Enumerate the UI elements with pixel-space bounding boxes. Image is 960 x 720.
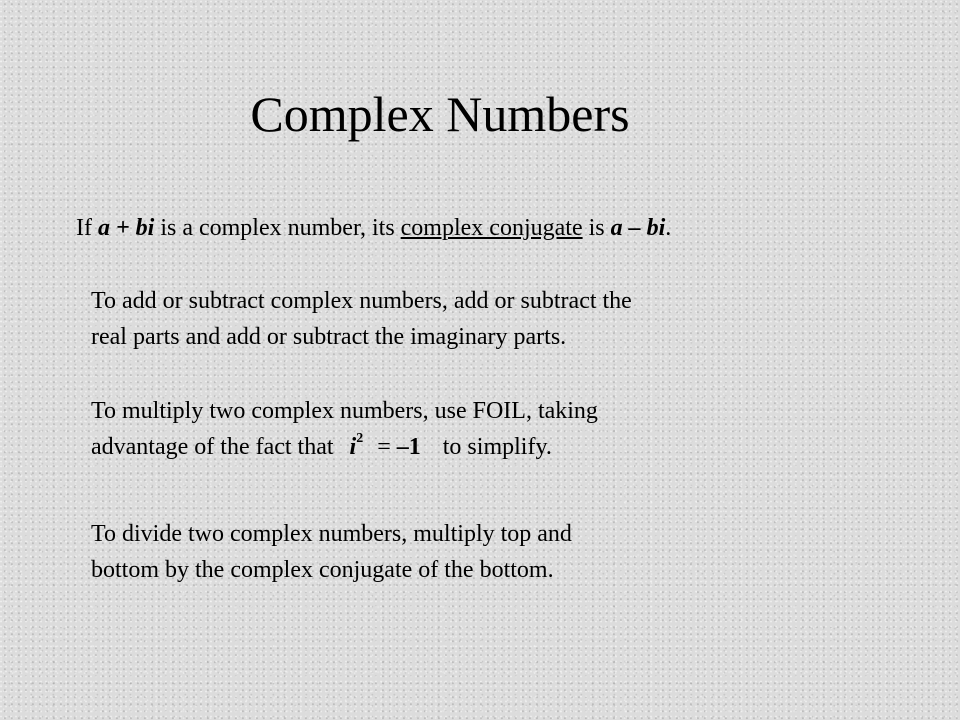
divide-line-1: To divide two complex numbers, multiply top and <box>91 521 572 547</box>
multiply-line-2 <box>91 429 598 465</box>
add-subtract-paragraph <box>91 283 632 355</box>
complex-conjugate-term: complex conjugate <box>400 215 583 241</box>
equation-relation: = <box>377 434 391 460</box>
slide-title: Complex Numbers <box>250 86 630 142</box>
divide-line-2: bottom by the complex conjugate of the bottom. <box>91 557 554 583</box>
multiply-line-2-before: advantage of the fact that <box>91 434 334 460</box>
expression-a-plus-bi: a + bi <box>97 215 155 241</box>
multiply-line-2-after: to simplify. <box>442 434 552 460</box>
equation-exponent: 2 <box>356 431 364 446</box>
multiply-paragraph <box>91 393 598 465</box>
equation-variable: i <box>349 434 357 460</box>
add-line-1: To add or subtract complex numbers, add or subtract the <box>91 288 632 314</box>
conjugate-period: . <box>665 215 672 241</box>
conjugate-definition <box>76 210 671 246</box>
expression-a-minus-bi: a – bi <box>610 215 666 241</box>
add-line-2: real parts and add or subtract the imaginary parts. <box>91 324 567 350</box>
conjugate-text-mid: is a complex number, its <box>154 215 401 241</box>
conjugate-text-is: is <box>582 215 611 241</box>
divide-paragraph <box>91 516 572 588</box>
i-squared-equation <box>350 429 421 465</box>
equation-value: –1 <box>396 434 421 460</box>
multiply-line-1: To multiply two complex numbers, use FOIL, taking <box>91 398 598 424</box>
conjugate-text-if: If <box>76 215 98 241</box>
